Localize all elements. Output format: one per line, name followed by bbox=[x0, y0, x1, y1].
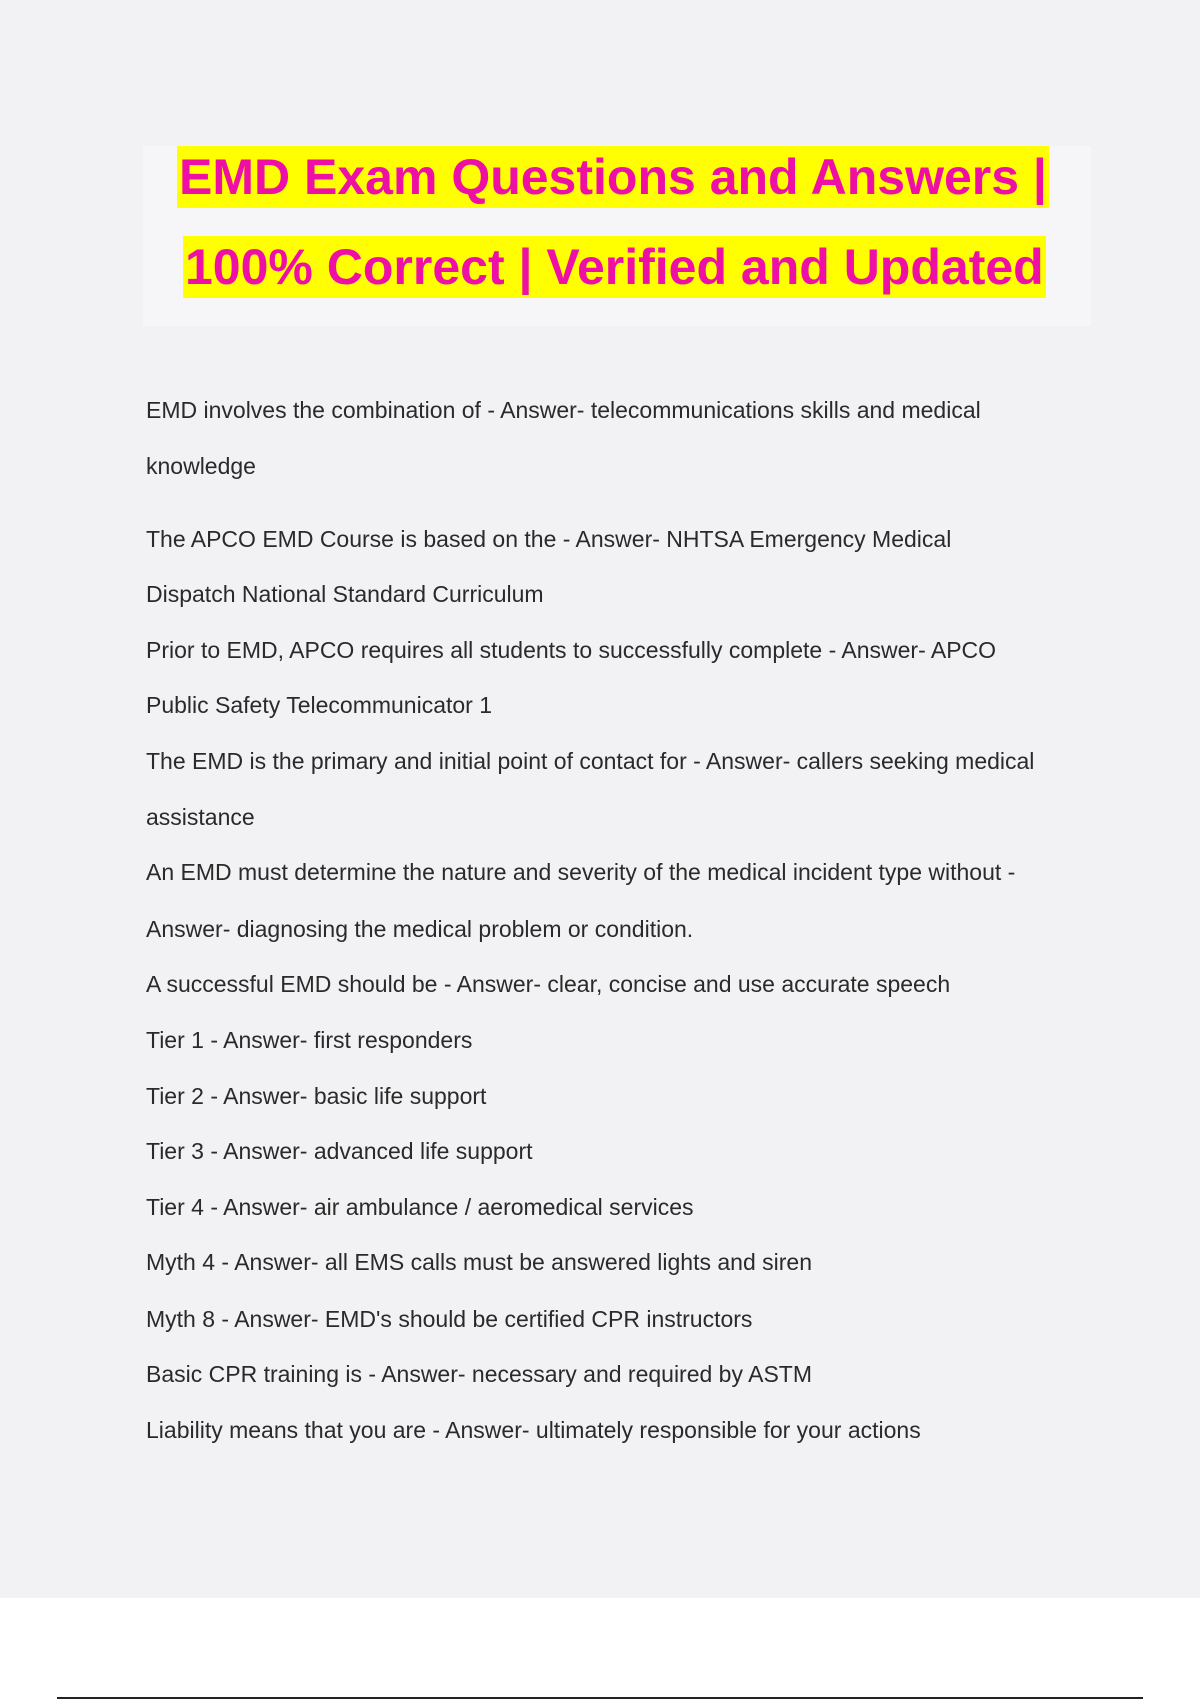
qa-item-line: Tier 4 - Answer- air ambulance / aeromedical services bbox=[146, 1194, 694, 1220]
qa-item-line: Tier 1 - Answer- first responders bbox=[146, 1027, 473, 1053]
qa-item-line: Liability means that you are - Answer- ultimately responsible for your actions bbox=[146, 1417, 921, 1443]
qa-item-line: Myth 8 - Answer- EMD's should be certified CPR instructors bbox=[146, 1306, 753, 1332]
page-footer-divider bbox=[57, 1697, 1143, 1699]
qa-item-line: Myth 4 - Answer- all EMS calls must be answered lights and siren bbox=[146, 1249, 812, 1275]
qa-item-line: Prior to EMD, APCO requires all students to successfully complete - Answer- APCO bbox=[146, 637, 997, 663]
document-title-line-2: 100% Correct | Verified and Updated bbox=[183, 236, 1046, 298]
qa-item-line: A successful EMD should be - Answer- clear, concise and use accurate speech bbox=[146, 971, 951, 997]
qa-item-line: Answer- diagnosing the medical problem or condition. bbox=[146, 916, 694, 942]
qa-item-line: assistance bbox=[146, 804, 255, 830]
qa-item-line: The APCO EMD Course is based on the - Answer- NHTSA Emergency Medical bbox=[146, 526, 952, 552]
qa-item-line: An EMD must determine the nature and severity of the medical incident type without - bbox=[146, 859, 1016, 885]
qa-item-line: EMD involves the combination of - Answer- telecommunications skills and medical bbox=[146, 397, 981, 423]
qa-item-line: Tier 2 - Answer- basic life support bbox=[146, 1083, 487, 1109]
qa-item-line: Tier 3 - Answer- advanced life support bbox=[146, 1138, 533, 1164]
qa-item-line: knowledge bbox=[146, 453, 256, 479]
qa-item-line: Public Safety Telecommunicator 1 bbox=[146, 692, 493, 718]
title-block bbox=[143, 146, 1091, 326]
qa-item-line: The EMD is the primary and initial point of contact for - Answer- callers seeking medical bbox=[146, 748, 1035, 774]
qa-item-line: Basic CPR training is - Answer- necessary and required by ASTM bbox=[146, 1361, 812, 1387]
qa-item-line: Dispatch National Standard Curriculum bbox=[146, 581, 544, 607]
document-title-line-1: EMD Exam Questions and Answers | bbox=[177, 146, 1049, 208]
